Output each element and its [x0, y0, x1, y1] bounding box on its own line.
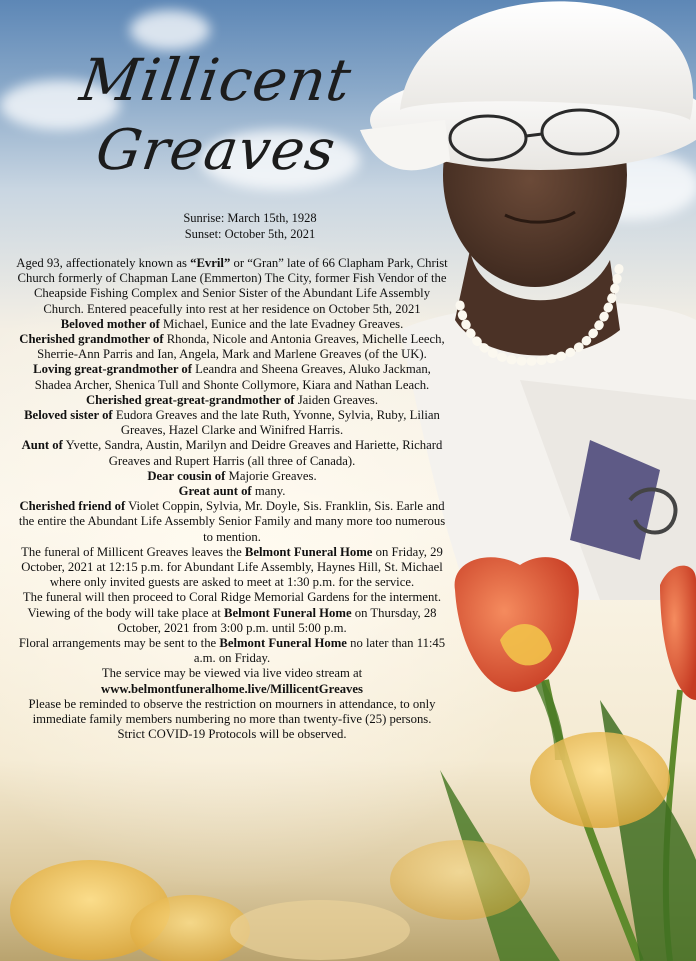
stream-url-text: www.belmontfuneralhome.live/MillicentGreaves	[101, 681, 363, 696]
family-paragraph	[14, 393, 450, 408]
viewing-paragraph	[14, 606, 450, 636]
family-paragraph	[14, 469, 450, 484]
funeral-paragraph	[14, 545, 450, 591]
relation-names: Violet Coppin, Sylvia, Mr. Doyle, Sis. Franklin, Sis. Earle and the entire the Abundant Life Assembly Senior Family and many more too numerous to mention.	[18, 499, 446, 544]
relation-label: Great aunt of	[178, 484, 252, 499]
relation-names: Majorie Greaves.	[225, 468, 317, 483]
funeral-text: on Friday, 29 October, 2021 at 12:15 p.m. for Abundant Life Assembly, Haynes Hill, St. Michael where only invited guests are asked to meet at 1:30 p.m. for the service.	[21, 544, 443, 590]
floral-text: no later than 11:45 a.m. on Friday.	[193, 636, 446, 666]
last-name: Greaves	[92, 118, 340, 183]
sunset-date: Sunset: October 5th, 2021	[184, 227, 316, 241]
relation-label: Aunt of	[21, 438, 63, 453]
viewing-text: on Thursday, 28 October, 2021 from 3:00 p.m. until 5:00 p.m.	[117, 605, 437, 635]
floral-paragraph	[14, 636, 450, 666]
intro-text: Aged 93, affectionately known as	[16, 256, 191, 270]
relation-label: Loving great-grandmother of	[33, 362, 192, 377]
family-paragraph	[14, 332, 450, 362]
viewing-text: Viewing of the body will take place at	[27, 605, 225, 620]
floral-text: Floral arrangements may be sent to the	[18, 636, 220, 651]
sunrise-date: Sunrise: March 15th, 1928	[183, 211, 317, 225]
relation-names: Eudora Greaves and the late Ruth, Yvonne, Sylvia, Ruby, Lilian Greaves, Hazel Clarke and Winifred Harris.	[112, 408, 440, 438]
first-name: Millicent	[76, 46, 356, 114]
funeral-home-name: Belmont Funeral Home	[219, 636, 347, 651]
restriction-paragraph: Please be reminded to observe the restriction on mourners in attendance, to only immediate family members numbering no more than twenty-five (25) persons.	[28, 696, 436, 727]
relation-label: Dear cousin of	[147, 468, 226, 483]
interment-paragraph: The funeral will then proceed to Coral Ridge Memorial Gardens for the interment.	[22, 590, 442, 605]
intro-text-rest: or “Gran” late of 66 Clapham Park, Christ Church formerly of Chapman Lane (Emmerton) The City, former Fish Vendor of the Cheapside Fishing Complex and Senior Sister of the Abundant Life Assembly Church. Entered peacefully into rest at her residence on October 5th, 2021	[17, 256, 448, 316]
life-dates	[150, 210, 350, 242]
relation-label: Cherished friend of	[19, 499, 126, 514]
relation-names: Michael, Eunice and the late Evadney Greaves.	[159, 316, 404, 331]
stream-paragraph: The service may be viewed via live video stream at	[101, 666, 363, 681]
relation-label: Cherished great-great-grandmother of	[85, 392, 295, 407]
relation-label: Cherished grandmother of	[19, 332, 164, 347]
relation-names: Yvette, Sandra, Austin, Marilyn and Deidre Greaves and Hariette, Richard Greaves and Rupert Harris (all three of Canada).	[62, 438, 443, 468]
funeral-home-name: Belmont Funeral Home	[244, 544, 373, 559]
family-paragraph	[14, 499, 450, 545]
relation-label: Beloved sister of	[24, 408, 113, 423]
relation-label: Beloved mother of	[60, 316, 160, 331]
covid-paragraph: Strict COVID-19 Protocols will be observed.	[117, 727, 347, 742]
nickname: “Evril”	[190, 256, 231, 270]
relation-names: Leandra and Sheena Greaves, Aluko Jackman, Shadea Archer, Shenica Tull and Shonte Collymore, Kiara and Nathan Leach.	[34, 362, 431, 392]
family-paragraph	[14, 362, 450, 392]
family-paragraph	[14, 408, 450, 438]
intro-paragraph	[14, 256, 450, 317]
relation-names: Jaiden Greaves.	[294, 392, 379, 407]
family-paragraph	[14, 438, 450, 468]
relation-names: many.	[251, 484, 286, 499]
obituary-text	[14, 256, 450, 743]
family-paragraph	[14, 317, 450, 332]
relation-names: Rhonda, Nicole and Antonia Greaves, Michelle Leech, Sherrie-Ann Parris and Ian, Angela, Mark and Marlene Greaves (of the UK).	[37, 332, 445, 362]
stream-url	[14, 682, 450, 697]
funeral-text: The funeral of Millicent Greaves leaves the	[21, 544, 245, 559]
family-paragraph	[14, 484, 450, 499]
funeral-home-name: Belmont Funeral Home	[224, 605, 352, 620]
